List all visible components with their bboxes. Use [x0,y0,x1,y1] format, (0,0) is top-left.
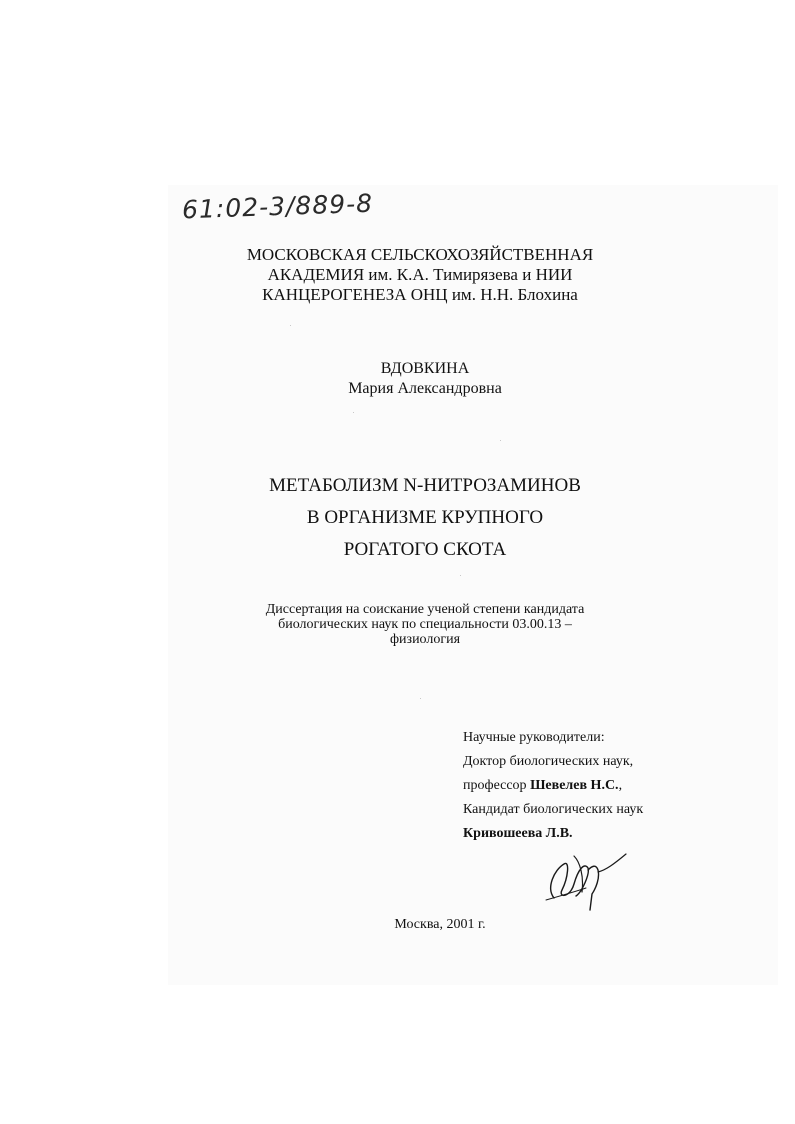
supervisors-heading: Научные руководители: [463,730,605,745]
supervisor-1-rank: профессор [463,778,527,793]
scan-background [168,185,778,985]
degree-description [170,602,680,647]
title-line-1: МЕТАБОЛИЗМ N-НИТРОЗАМИНОВ [269,475,581,496]
degree-line-3: физиология [389,632,461,647]
supervisor-1-name: Шевелев Н.С. [530,778,619,793]
dissertation-title [170,470,680,566]
scan-speck [353,412,354,413]
supervisors-block [463,726,643,846]
title-line-3: РОГАТОГО СКОТА [343,539,507,560]
institution-header [170,245,670,305]
scan-speck [500,440,501,441]
author-surname: ВДОВКИНА [380,360,470,377]
library-catalog-stamp: 61:02-3/889-8 [181,188,374,225]
institution-line-2: АКАДЕМИЯ им. К.А. Тимирязева и НИИ [267,265,573,284]
city-and-year: Москва, 2001 г. [394,917,486,932]
scan-speck [460,575,461,576]
degree-line-1: Диссертация на соискание ученой степени кандидата [265,602,585,617]
title-line-2: В ОРГАНИЗМЕ КРУПНОГО [306,507,544,528]
supervisor-1-suffix: , [618,778,623,793]
author-given-names: Мария Александровна [348,380,502,397]
author-block [170,359,680,399]
supervisor-1-line [463,774,643,798]
institution-line-1: МОСКОВСКАЯ СЕЛЬСКОХОЗЯЙСТВЕННАЯ [246,245,594,264]
degree-line-2: биологических наук по специальности 03.00.13 – [278,617,572,632]
scan-speck [420,698,421,699]
scan-speck [290,325,291,326]
handwritten-signature [540,848,630,914]
supervisor-2-name: Кривошеева Л.В. [463,826,573,841]
supervisor-1-degree: Доктор биологических наук, [463,754,634,769]
institution-line-3: КАНЦЕРОГЕНЕЗА ОНЦ им. Н.Н. Блохина [262,285,578,304]
supervisor-2-degree: Кандидат биологических наук [463,802,644,817]
